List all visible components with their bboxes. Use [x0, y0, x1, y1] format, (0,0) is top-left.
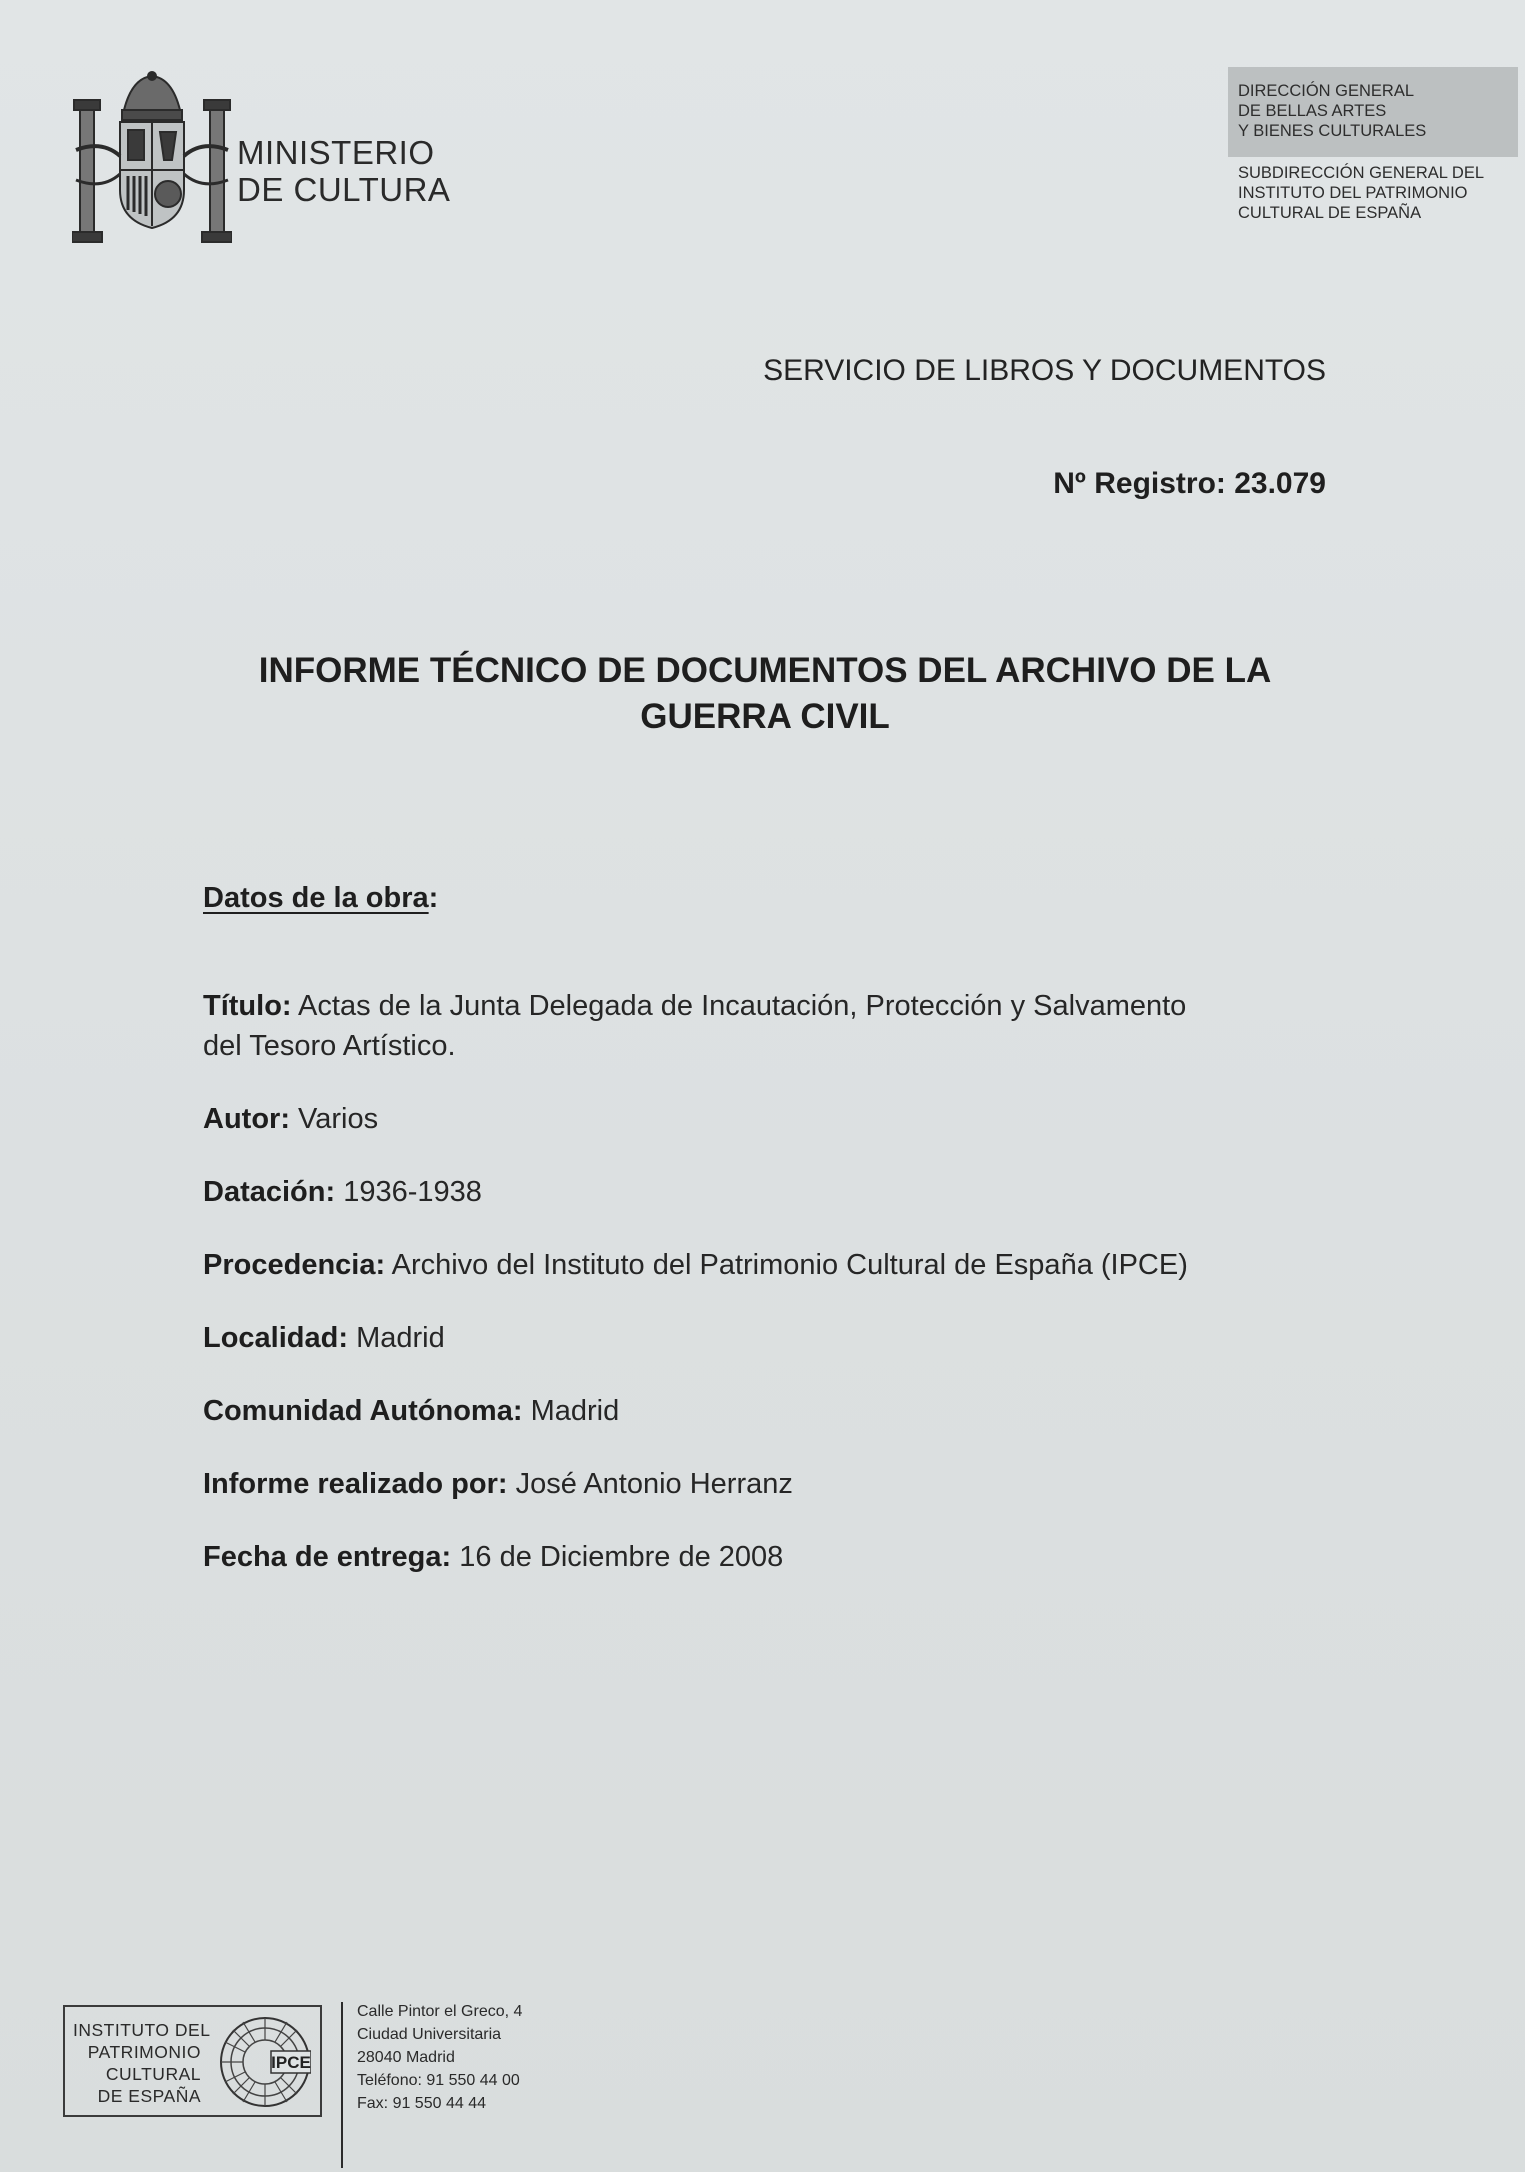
field-informe — [203, 1464, 793, 1504]
ministry-name-line-2: DE CULTURA — [237, 171, 451, 208]
address-line: Calle Pintor el Greco, 4 — [357, 2003, 523, 2020]
field-fecha — [203, 1537, 783, 1577]
ipce-logo-box — [63, 2005, 322, 2117]
ipce-name — [73, 2019, 211, 2107]
field-label: Datación: — [203, 1176, 336, 1208]
report-title-line-1: INFORME TÉCNICO DE DOCUMENTOS DEL ARCHIVO DE LA — [258, 651, 1272, 690]
subdirectorate-line: SUBDIRECCIÓN GENERAL DEL — [1238, 164, 1485, 182]
section-heading — [203, 882, 438, 915]
field-label: Título: — [203, 990, 292, 1022]
directorate-block — [1228, 67, 1518, 157]
address-line: Ciudad Universitaria — [357, 2026, 502, 2043]
directorate-line: DIRECCIÓN GENERAL — [1238, 82, 1415, 100]
field-label: Localidad: — [203, 1322, 349, 1354]
section-heading-colon: : — [428, 882, 439, 914]
field-label: Autor: — [203, 1103, 290, 1135]
ministry-header — [72, 70, 492, 250]
field-value: Madrid — [530, 1395, 620, 1427]
field-value: Actas de la Junta Delegada de Incautación, Protección y Salvamento — [298, 990, 1187, 1022]
subdirectorate-line: INSTITUTO DEL PATRIMONIO — [1238, 184, 1468, 202]
report-title — [200, 648, 1330, 740]
address-line: 28040 Madrid — [357, 2049, 455, 2066]
field-value: 16 de Diciembre de 2008 — [459, 1541, 784, 1573]
service-name: SERVICIO DE LIBROS Y DOCUMENTOS — [763, 354, 1326, 387]
field-procedencia — [203, 1245, 1188, 1285]
ipce-name-line: PATRIMONIO — [87, 2042, 201, 2062]
address-line: Fax: 91 550 44 44 — [357, 2095, 486, 2112]
field-value: José Antonio Herranz — [515, 1468, 793, 1500]
field-comunidad — [203, 1391, 619, 1431]
address-line: Teléfono: 91 550 44 00 — [357, 2072, 520, 2089]
field-autor — [203, 1099, 378, 1139]
ipce-name-line: DE ESPAÑA — [97, 2086, 201, 2106]
section-heading-text: Datos de la obra — [203, 882, 429, 914]
ipce-emblem-icon — [219, 2016, 311, 2108]
ipce-logo-text: IPCE — [271, 2053, 311, 2072]
field-label: Procedencia: — [203, 1249, 386, 1281]
field-value: Archivo del Instituto del Patrimonio Cultural de España (IPCE) — [391, 1249, 1188, 1281]
field-datacion — [203, 1172, 482, 1212]
field-label: Comunidad Autónoma: — [203, 1395, 523, 1427]
field-value-continued: del Tesoro Artístico. — [203, 1030, 456, 1062]
register-number: Nº Registro: 23.079 — [1053, 467, 1326, 500]
footer-divider — [341, 2002, 343, 2168]
field-localidad — [203, 1318, 445, 1358]
subdirectorate-block — [1238, 163, 1484, 223]
ministry-name — [237, 134, 450, 208]
field-value: Madrid — [356, 1322, 445, 1354]
subdirectorate-line: CULTURAL DE ESPAÑA — [1238, 204, 1422, 222]
ipce-name-line: CULTURAL — [105, 2064, 201, 2084]
report-title-line-2: GUERRA CIVIL — [640, 697, 890, 736]
ipce-name-line: INSTITUTO DEL — [73, 2020, 211, 2040]
field-titulo — [203, 986, 1186, 1066]
directorate-line: Y BIENES CULTURALES — [1238, 122, 1427, 140]
field-label: Fecha de entrega: — [203, 1541, 452, 1573]
footer-address — [357, 2000, 522, 2115]
directorate-line: DE BELLAS ARTES — [1238, 102, 1387, 120]
field-value: Varios — [298, 1103, 379, 1135]
coat-of-arms-icon — [72, 70, 232, 250]
field-value: 1936-1938 — [343, 1176, 482, 1208]
field-label: Informe realizado por: — [203, 1468, 508, 1500]
ministry-name-line-1: MINISTERIO — [237, 134, 435, 171]
